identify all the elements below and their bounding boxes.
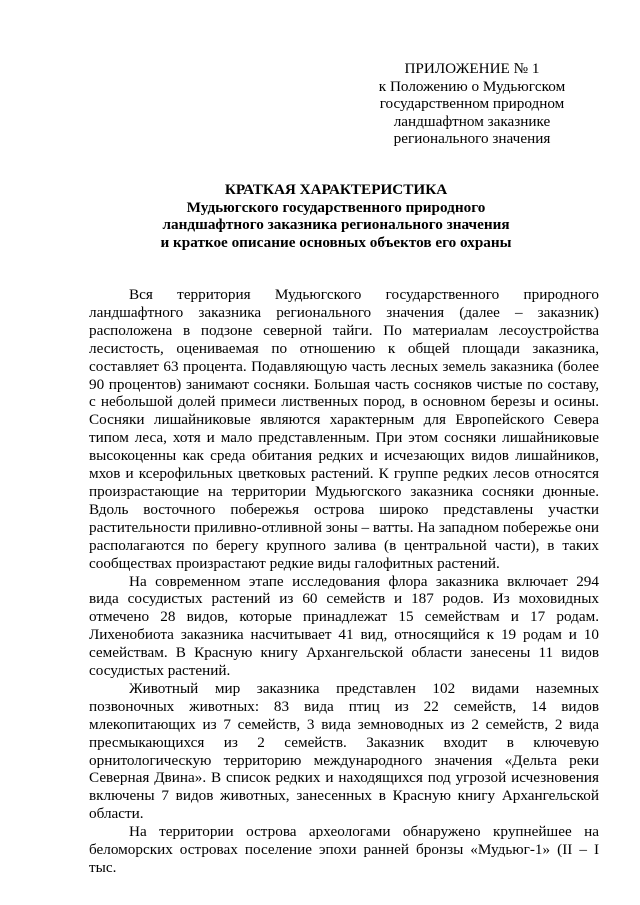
appendix-line: ландшафтном заказнике [393,112,551,130]
paragraph-archaeology: На территории острова археологами обнаружено крупнейшее на беломорских островах поселение эпохи ранней бронзы «Мудьюг-1» (II – I тыс. [89,823,599,876]
appendix-line: регионального значения [393,130,551,148]
appendix-title: ПРИЛОЖЕНИЕ № 1 [404,60,540,77]
paragraph-flora: На современном этапе исследования флора заказника включает 294 вида сосудистых растений из 60 семейств и 187 родов. Из моховидных отмечено 28 видов, которые принадлежат 15 семействам и 17 родам. Лихенобиота заказника насчитывает 41 вид, относящийся к 19 родам и 10 семействам. В Красную книгу Архангельской области занесены 11 видов сосудистых растений. [89,572,599,680]
title-line: Мудьюгского государственного природного [186,198,486,216]
document-body [89,286,599,877]
document-title [60,181,612,251]
paragraph-vegetation: Вся территория Мудьюгского государственного природного ландшафтного заказника регионального значения (далее – заказник) расположена в подзоне северной тайги. По материалам лесоустройства лесистость, оцениваемая по отношению к общей площади заказника, составляет 63 процента. Подавляющую часть лесных земель заказника (более 90 процентов) занимают сосняки. Большая часть сосняков чистые по составу, с небольшой долей примеси лиственных пород, в основном березы и осины. Сосняки лишайниковые являются характерным для Европейского Севера типом леса, хотя и мало представленным. При этом сосняки лишайниковые высокоценны как среда обитания редких и исчезающих видов лишайников, мхов и ксерофильных цветковых растений. К группе редких лесов относятся произрастающие на территории Мудьюгского заказника сосняки дюнные. Вдоль восточного побережья острова широко представлены участки растительности приливно-отливной зоны – ватты. На западном побережье они располагаются по берегу крупного залива (в центральной части), в таких сообществах произрастают редкие виды галофитных растений. [89,286,599,572]
appendix-line: государственном природном [379,95,565,113]
paragraph-fauna: Животный мир заказника представлен 102 видами наземных позвоночных животных: 83 вида птиц из 22 семейств, 14 видов млекопитающих из 7 семейств, 3 вида земноводных из 2 семейств, 2 вида пресмыкающихся из 2 семейств. Заказник входит в ключевую орнитологическую территорию международного значения «Дельта реки Северная Двина». В список редких и находящихся под угрозой исчезновения включены 7 видов животных, занесенных в Красную книгу Архангельской области. [89,679,599,823]
title-line: и краткое описание основных объектов его охраны [160,233,512,251]
appendix-header [356,60,588,148]
title-heading: КРАТКАЯ ХАРАКТЕРИСТИКА [224,181,448,198]
appendix-line: к Положению о Мудьюгском [378,77,566,95]
title-line: ландшафтного заказника регионального значения [162,216,510,233]
